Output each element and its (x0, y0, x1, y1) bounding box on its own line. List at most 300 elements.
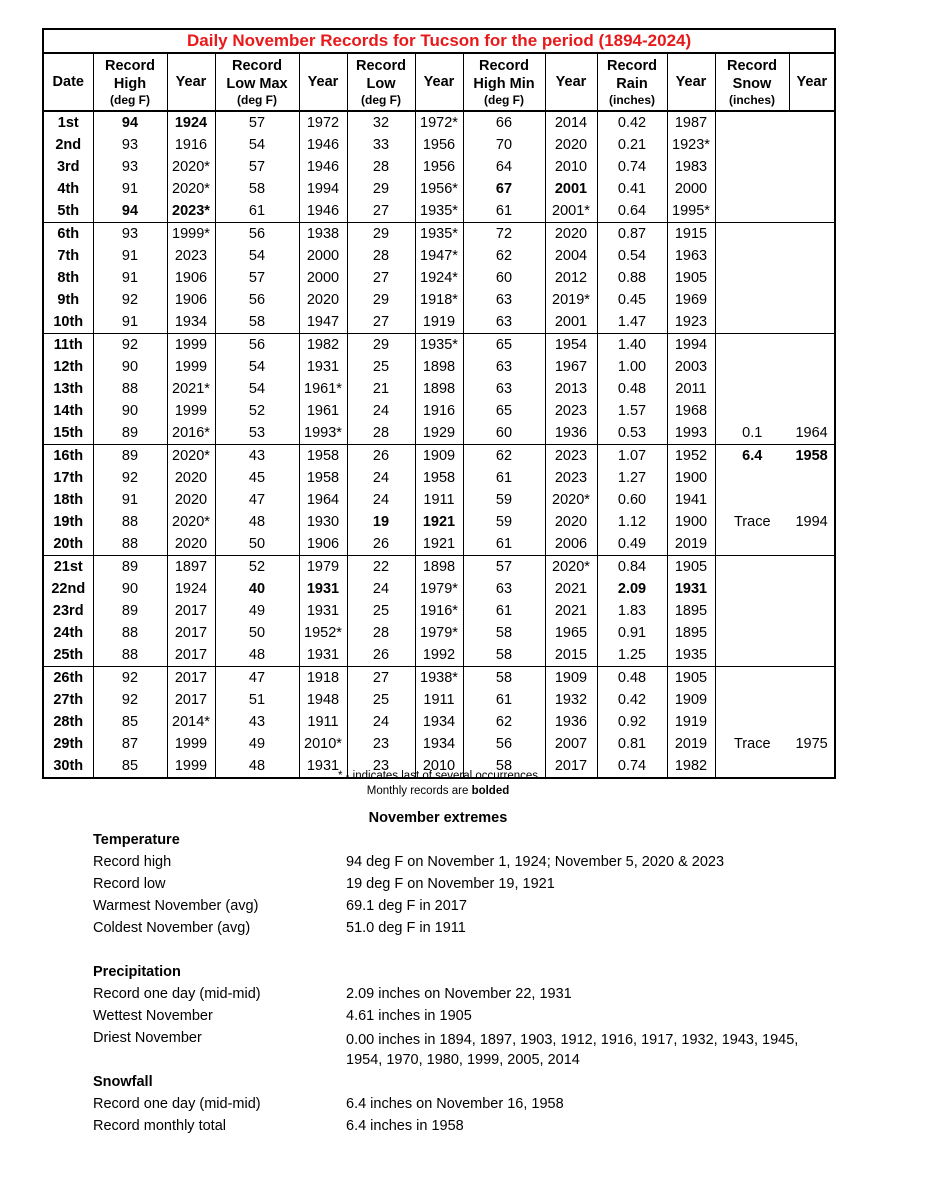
low-max-cell: 40 (215, 578, 299, 600)
record-high-cell: 85 (93, 711, 167, 733)
record-high-cell: 93 (93, 134, 167, 156)
low-year-cell: 1972* (415, 111, 463, 134)
high-min-year-cell: 2020* (545, 489, 597, 511)
snow-year-cell (789, 134, 835, 156)
high-min-cell: 66 (463, 111, 545, 134)
high-year-cell: 2020 (167, 533, 215, 556)
record-low-cell: 27 (347, 200, 415, 223)
rain-year-cell: 1995* (667, 200, 715, 223)
low-max-year-cell: 1938 (299, 223, 347, 246)
snow-cell (715, 689, 789, 711)
high-min-cell: 59 (463, 489, 545, 511)
bolded-note: Monthly records are bolded (366, 785, 510, 797)
table-row (43, 289, 835, 311)
record-low-cell: 28 (347, 422, 415, 445)
record-low-cell: 25 (347, 689, 415, 711)
high-year-cell: 2020 (167, 467, 215, 489)
high-min-year-cell: 1909 (545, 667, 597, 690)
record-low-cell: 28 (347, 156, 415, 178)
record-low-cell: 26 (347, 533, 415, 556)
high-year-cell: 1897 (167, 556, 215, 579)
extreme-value: 69.1 deg F in 2017 (346, 898, 467, 914)
record-low-cell: 23 (347, 755, 415, 778)
record-low-cell: 33 (347, 134, 415, 156)
snow-cell (715, 156, 789, 178)
col-year: Year (667, 53, 715, 111)
high-year-cell: 1999 (167, 400, 215, 422)
date-cell: 16th (43, 445, 93, 468)
rain-cell: 1.00 (597, 356, 667, 378)
rain-cell: 0.81 (597, 733, 667, 755)
record-low-cell: 24 (347, 578, 415, 600)
table-row (43, 334, 835, 357)
rain-year-cell: 1909 (667, 689, 715, 711)
extreme-value: 6.4 inches on November 16, 1958 (346, 1096, 564, 1112)
low-year-cell: 1911 (415, 489, 463, 511)
record-high-cell: 91 (93, 311, 167, 334)
record-low-cell: 26 (347, 644, 415, 667)
rain-cell: 0.42 (597, 111, 667, 134)
low-max-year-cell: 2020 (299, 289, 347, 311)
low-year-cell: 1992 (415, 644, 463, 667)
high-min-cell: 72 (463, 223, 545, 246)
extreme-label: Record high (93, 854, 172, 870)
rain-year-cell: 1983 (667, 156, 715, 178)
table-row (43, 556, 835, 579)
high-min-year-cell: 1936 (545, 711, 597, 733)
records-table (42, 28, 836, 779)
low-max-year-cell: 1946 (299, 200, 347, 223)
rain-year-cell: 1900 (667, 467, 715, 489)
snow-cell: Trace (715, 733, 789, 755)
low-max-cell: 43 (215, 445, 299, 468)
rain-year-cell: 1915 (667, 223, 715, 246)
low-max-cell: 43 (215, 711, 299, 733)
low-max-year-cell: 1931 (299, 644, 347, 667)
table-row (43, 111, 835, 134)
low-year-cell: 1916 (415, 400, 463, 422)
table-row (43, 489, 835, 511)
date-cell: 15th (43, 422, 93, 445)
low-max-cell: 47 (215, 667, 299, 690)
table-row (43, 733, 835, 755)
col-year: Year (545, 53, 597, 111)
low-max-year-cell: 1931 (299, 578, 347, 600)
snow-year-cell (789, 711, 835, 733)
rain-year-cell: 1900 (667, 511, 715, 533)
high-year-cell: 2020 (167, 489, 215, 511)
snow-year-cell: 1994 (789, 511, 835, 533)
extreme-label: Record one day (mid-mid) (93, 1096, 261, 1112)
record-low-cell: 21 (347, 378, 415, 400)
temperature-heading: Temperature (93, 832, 180, 848)
snow-cell (715, 200, 789, 223)
rain-cell: 1.83 (597, 600, 667, 622)
date-cell: 30th (43, 755, 93, 778)
snow-year-cell (789, 311, 835, 334)
snow-cell (715, 289, 789, 311)
rain-cell: 0.54 (597, 245, 667, 267)
rain-cell: 1.57 (597, 400, 667, 422)
high-year-cell: 1916 (167, 134, 215, 156)
snow-cell (715, 245, 789, 267)
snow-cell: 6.4 (715, 445, 789, 468)
snow-year-cell (789, 156, 835, 178)
high-min-year-cell: 2004 (545, 245, 597, 267)
record-high-cell: 91 (93, 489, 167, 511)
low-year-cell: 2010 (415, 755, 463, 778)
table-row (43, 223, 835, 246)
low-max-year-cell: 1958 (299, 445, 347, 468)
snow-year-cell (789, 378, 835, 400)
high-year-cell: 1924 (167, 111, 215, 134)
snow-year-cell (789, 111, 835, 134)
low-year-cell: 1919 (415, 311, 463, 334)
snow-cell (715, 644, 789, 667)
high-year-cell: 1999 (167, 733, 215, 755)
extreme-value: 2.09 inches on November 22, 1931 (346, 986, 572, 1002)
rain-cell: 0.60 (597, 489, 667, 511)
low-max-year-cell: 1947 (299, 311, 347, 334)
rain-year-cell: 2019 (667, 733, 715, 755)
record-high-cell: 88 (93, 378, 167, 400)
table-row (43, 200, 835, 223)
table-row (43, 378, 835, 400)
snowfall-heading: Snowfall (93, 1074, 153, 1090)
rain-year-cell: 1919 (667, 711, 715, 733)
record-high-cell: 94 (93, 200, 167, 223)
low-year-cell: 1956 (415, 156, 463, 178)
high-year-cell: 2017 (167, 644, 215, 667)
record-low-cell: 24 (347, 400, 415, 422)
table-row (43, 578, 835, 600)
snow-cell (715, 400, 789, 422)
low-max-year-cell: 1982 (299, 334, 347, 357)
record-high-cell: 93 (93, 156, 167, 178)
high-min-year-cell: 2006 (545, 533, 597, 556)
extreme-label: Record low (93, 876, 166, 892)
low-max-year-cell: 1979 (299, 556, 347, 579)
date-cell: 3rd (43, 156, 93, 178)
date-cell: 11th (43, 334, 93, 357)
low-max-year-cell: 1931 (299, 755, 347, 778)
snow-year-cell: 1958 (789, 445, 835, 468)
high-min-year-cell: 1965 (545, 622, 597, 644)
low-max-cell: 51 (215, 689, 299, 711)
high-min-cell: 63 (463, 356, 545, 378)
record-high-cell: 88 (93, 533, 167, 556)
low-max-year-cell: 2000 (299, 245, 347, 267)
snow-year-cell (789, 289, 835, 311)
col-record-high-min: Record High Min (deg F) (463, 53, 545, 111)
low-year-cell: 1979* (415, 578, 463, 600)
date-cell: 22nd (43, 578, 93, 600)
high-min-year-cell: 2007 (545, 733, 597, 755)
low-max-year-cell: 1964 (299, 489, 347, 511)
record-high-cell: 89 (93, 556, 167, 579)
low-max-cell: 49 (215, 600, 299, 622)
high-min-year-cell: 2001 (545, 178, 597, 200)
snow-cell (715, 667, 789, 690)
low-max-year-cell: 2010* (299, 733, 347, 755)
high-min-year-cell: 2013 (545, 378, 597, 400)
table-title: Daily November Records for Tucson for the period (1894-2024) (43, 29, 835, 53)
high-min-cell: 62 (463, 245, 545, 267)
date-cell: 14th (43, 400, 93, 422)
rain-year-cell: 1905 (667, 667, 715, 690)
snow-year-cell (789, 400, 835, 422)
high-year-cell: 2023* (167, 200, 215, 223)
high-year-cell: 1999 (167, 356, 215, 378)
high-min-year-cell: 2023 (545, 445, 597, 468)
table-row (43, 511, 835, 533)
rain-cell: 0.74 (597, 156, 667, 178)
record-high-cell: 94 (93, 111, 167, 134)
high-year-cell: 1906 (167, 267, 215, 289)
high-year-cell: 2016* (167, 422, 215, 445)
table-row (43, 422, 835, 445)
snow-cell (715, 356, 789, 378)
low-max-cell: 50 (215, 533, 299, 556)
rain-cell: 0.41 (597, 178, 667, 200)
low-max-year-cell: 1961 (299, 400, 347, 422)
low-max-year-cell: 1911 (299, 711, 347, 733)
table-row (43, 689, 835, 711)
low-max-cell: 52 (215, 556, 299, 579)
high-year-cell: 2017 (167, 689, 215, 711)
table-row (43, 356, 835, 378)
high-min-cell: 59 (463, 511, 545, 533)
low-max-cell: 47 (215, 489, 299, 511)
low-year-cell: 1916* (415, 600, 463, 622)
extreme-value: 94 deg F on November 1, 1924; November 5, 2020 & 2023 (346, 854, 725, 870)
low-max-year-cell: 1993* (299, 422, 347, 445)
snow-year-cell (789, 223, 835, 246)
high-min-year-cell: 2023 (545, 400, 597, 422)
high-min-year-cell: 2001* (545, 200, 597, 223)
date-cell: 26th (43, 667, 93, 690)
record-low-cell: 29 (347, 289, 415, 311)
record-high-cell: 90 (93, 400, 167, 422)
high-year-cell: 1999 (167, 334, 215, 357)
low-max-cell: 53 (215, 422, 299, 445)
extreme-label: Driest November (93, 1030, 202, 1046)
col-year: Year (789, 53, 835, 111)
high-min-cell: 61 (463, 533, 545, 556)
snow-year-cell (789, 178, 835, 200)
extreme-value: 0.00 inches in 1894, 1897, 1903, 1912, 1916, 1917, 1932, 1943, 1945, 1954, 1970, 1980, 1999, 2005, 2014 (346, 1032, 799, 1068)
extremes-title: November extremes (368, 810, 508, 826)
extreme-value: 4.61 inches in 1905 (346, 1008, 472, 1024)
rain-cell: 0.48 (597, 667, 667, 690)
table-row (43, 267, 835, 289)
snow-cell (715, 378, 789, 400)
snow-cell (715, 711, 789, 733)
high-min-cell: 63 (463, 289, 545, 311)
rain-year-cell: 2011 (667, 378, 715, 400)
snow-year-cell: 1964 (789, 422, 835, 445)
snow-year-cell (789, 556, 835, 579)
rain-cell: 1.40 (597, 334, 667, 357)
low-max-year-cell: 1952* (299, 622, 347, 644)
record-low-cell: 28 (347, 622, 415, 644)
extreme-value: 6.4 inches in 1958 (346, 1118, 464, 1134)
low-max-year-cell: 1918 (299, 667, 347, 690)
snow-year-cell (789, 644, 835, 667)
rain-cell: 0.42 (597, 689, 667, 711)
rain-cell: 0.48 (597, 378, 667, 400)
table-row (43, 644, 835, 667)
rain-year-cell: 1935 (667, 644, 715, 667)
low-year-cell: 1934 (415, 711, 463, 733)
high-min-cell: 56 (463, 733, 545, 755)
asterisk-note: * - indicates last of several occurrences (337, 770, 539, 782)
low-max-cell: 57 (215, 156, 299, 178)
date-cell: 6th (43, 223, 93, 246)
low-max-cell: 58 (215, 311, 299, 334)
low-max-year-cell: 1958 (299, 467, 347, 489)
low-year-cell: 1921 (415, 533, 463, 556)
col-record-high: Record High (deg F) (93, 53, 167, 111)
record-high-cell: 92 (93, 467, 167, 489)
low-year-cell: 1958 (415, 467, 463, 489)
high-min-year-cell: 1967 (545, 356, 597, 378)
low-year-cell: 1956* (415, 178, 463, 200)
date-cell: 28th (43, 711, 93, 733)
record-low-cell: 19 (347, 511, 415, 533)
record-high-cell: 89 (93, 422, 167, 445)
date-cell: 5th (43, 200, 93, 223)
low-max-year-cell: 1994 (299, 178, 347, 200)
record-low-cell: 24 (347, 489, 415, 511)
date-cell: 20th (43, 533, 93, 556)
record-low-cell: 22 (347, 556, 415, 579)
low-year-cell: 1956 (415, 134, 463, 156)
extreme-label: Wettest November (93, 1008, 213, 1024)
rain-cell: 0.74 (597, 755, 667, 778)
record-low-cell: 25 (347, 356, 415, 378)
high-min-cell: 61 (463, 200, 545, 223)
high-year-cell: 1934 (167, 311, 215, 334)
snow-year-cell (789, 689, 835, 711)
snow-year-cell (789, 578, 835, 600)
high-min-year-cell: 2021 (545, 600, 597, 622)
low-max-year-cell: 1961* (299, 378, 347, 400)
col-year: Year (299, 53, 347, 111)
date-cell: 2nd (43, 134, 93, 156)
col-year: Year (167, 53, 215, 111)
date-cell: 24th (43, 622, 93, 644)
low-max-cell: 56 (215, 289, 299, 311)
snow-cell (715, 600, 789, 622)
high-min-cell: 70 (463, 134, 545, 156)
high-min-year-cell: 2014 (545, 111, 597, 134)
rain-year-cell: 1923* (667, 134, 715, 156)
high-min-year-cell: 2010 (545, 156, 597, 178)
date-cell: 17th (43, 467, 93, 489)
high-min-year-cell: 1954 (545, 334, 597, 357)
snow-year-cell (789, 334, 835, 357)
rain-year-cell: 1968 (667, 400, 715, 422)
snow-cell (715, 334, 789, 357)
record-low-cell: 29 (347, 334, 415, 357)
col-record-low-max: Record Low Max (deg F) (215, 53, 299, 111)
low-year-cell: 1909 (415, 445, 463, 468)
low-year-cell: 1934 (415, 733, 463, 755)
date-cell: 10th (43, 311, 93, 334)
high-min-year-cell: 2012 (545, 267, 597, 289)
high-min-cell: 63 (463, 378, 545, 400)
col-record-low: Record Low (deg F) (347, 53, 415, 111)
record-high-cell: 93 (93, 223, 167, 246)
table-row (43, 600, 835, 622)
rain-year-cell: 1941 (667, 489, 715, 511)
low-max-cell: 48 (215, 644, 299, 667)
snow-cell (715, 578, 789, 600)
date-cell: 23rd (43, 600, 93, 622)
high-year-cell: 2020* (167, 511, 215, 533)
date-cell: 27th (43, 689, 93, 711)
rain-cell: 0.84 (597, 556, 667, 579)
record-high-cell: 92 (93, 667, 167, 690)
low-year-cell: 1935* (415, 334, 463, 357)
low-year-cell: 1929 (415, 422, 463, 445)
rain-year-cell: 1895 (667, 622, 715, 644)
record-high-cell: 88 (93, 622, 167, 644)
table-row (43, 156, 835, 178)
record-high-cell: 91 (93, 178, 167, 200)
rain-year-cell: 1952 (667, 445, 715, 468)
rain-cell: 1.27 (597, 467, 667, 489)
rain-year-cell: 1931 (667, 578, 715, 600)
date-cell: 8th (43, 267, 93, 289)
high-min-year-cell: 2020 (545, 223, 597, 246)
rain-cell: 0.87 (597, 223, 667, 246)
extreme-label: Record one day (mid-mid) (93, 986, 261, 1002)
table-row (43, 178, 835, 200)
record-high-cell: 88 (93, 511, 167, 533)
rain-year-cell: 2003 (667, 356, 715, 378)
low-max-cell: 49 (215, 733, 299, 755)
high-min-year-cell: 1932 (545, 689, 597, 711)
snow-cell: Trace (715, 511, 789, 533)
high-min-year-cell: 2023 (545, 467, 597, 489)
record-high-cell: 89 (93, 600, 167, 622)
date-cell: 13th (43, 378, 93, 400)
high-min-year-cell: 2021 (545, 578, 597, 600)
record-high-cell: 90 (93, 578, 167, 600)
precipitation-heading: Precipitation (93, 964, 181, 980)
rain-year-cell: 1987 (667, 111, 715, 134)
snow-cell (715, 489, 789, 511)
low-max-cell: 56 (215, 223, 299, 246)
record-low-cell: 27 (347, 267, 415, 289)
snow-cell (715, 622, 789, 644)
high-min-cell: 57 (463, 556, 545, 579)
snow-year-cell (789, 267, 835, 289)
rain-cell: 0.92 (597, 711, 667, 733)
table-row (43, 311, 835, 334)
rain-cell: 0.21 (597, 134, 667, 156)
high-min-cell: 61 (463, 689, 545, 711)
low-max-cell: 58 (215, 178, 299, 200)
high-year-cell: 2017 (167, 600, 215, 622)
high-year-cell: 2020* (167, 445, 215, 468)
high-min-cell: 63 (463, 578, 545, 600)
high-min-year-cell: 2019* (545, 289, 597, 311)
high-min-cell: 63 (463, 311, 545, 334)
snow-cell (715, 533, 789, 556)
